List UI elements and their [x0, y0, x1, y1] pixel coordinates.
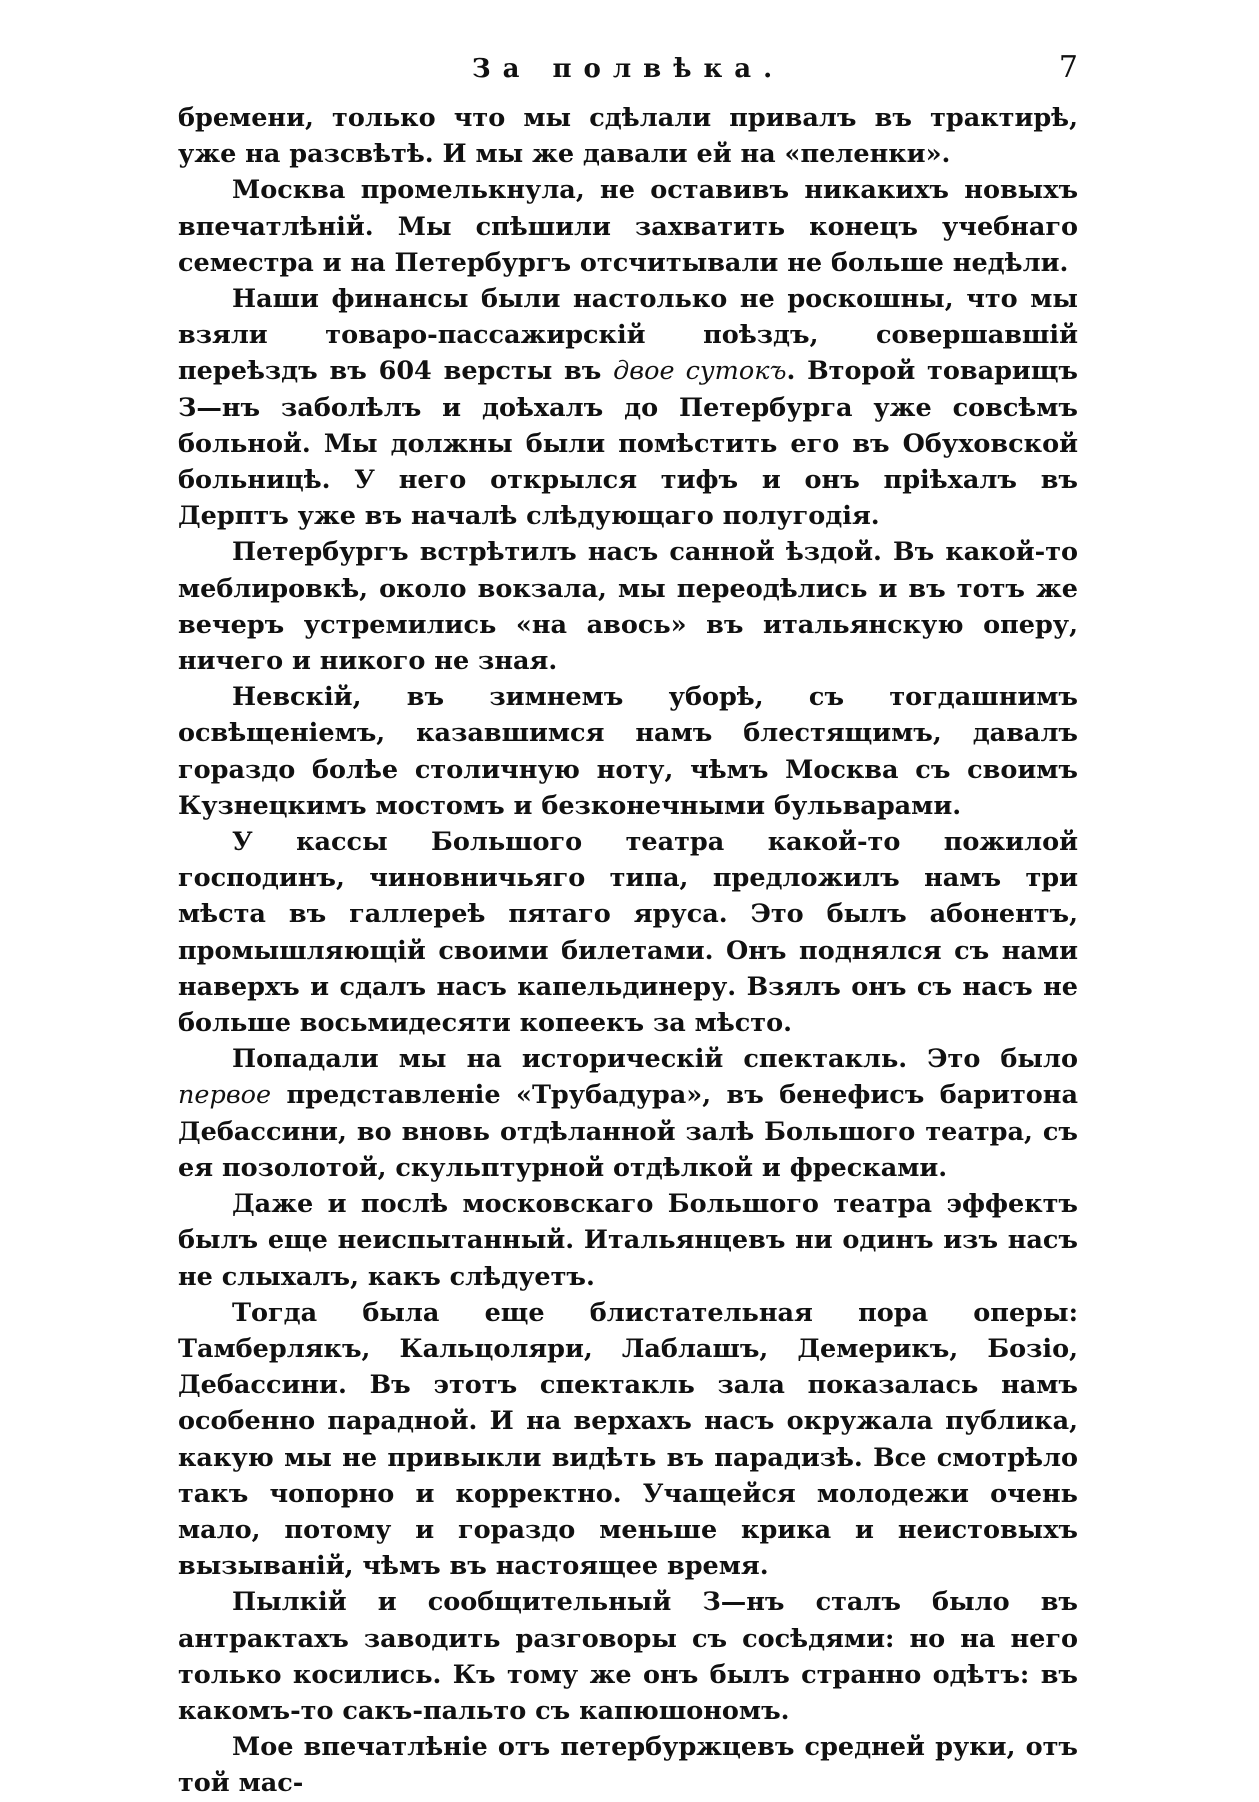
paragraph-7-text-before: Попадали мы на историческій спектакль. Это было: [232, 1044, 1078, 1075]
paragraph-7-text-after: представленіе «Трубадура», въ бенефисъ баритона Дебассини, во вновь отдѣланной залѣ Большого театра, съ ея позолотой, скульптурной отдѣлкой и фресками.: [178, 1080, 1078, 1183]
paragraph-3: [178, 281, 1078, 534]
paragraph-10: Пылкій и сообщительный З—нъ сталъ было въ антрактахъ заводить разговоры съ сосѣдями: но на него только косились. Къ тому же онъ былъ странно одѣтъ: въ какомъ-то сакъ-пальто съ капюшономъ.: [178, 1587, 1078, 1726]
paragraph-1: бремени, только что мы сдѣлали привалъ въ трактирѣ, уже на разсвѣтѣ. И мы же давали ей на «пеленки».: [178, 103, 1078, 170]
paragraph-2: Москва промелькнула, не оставивъ никакихъ новыхъ впечатлѣній. Мы спѣшили захватить конецъ учебнаго семестра и на Петербургъ отсчитывали не больше недѣли.: [178, 175, 1078, 278]
italic-word-pervoe: первое: [178, 1080, 272, 1111]
book-page: [178, 46, 1078, 1802]
paragraph-6: У кассы Большого театра какой-то пожилой господинъ, чиновничьяго типа, предложилъ намъ три мѣста въ галлереѣ пятаго яруса. Это былъ абонентъ, промышляющій своими билетами. Онъ поднялся съ нами наверхъ и сдалъ насъ капельдинеру. Взялъ онъ съ насъ не больше восьмидесяти копеекъ за мѣсто.: [178, 827, 1078, 1039]
paragraph-8: Даже и послѣ московскаго Большого театра эффектъ былъ еще неиспытанный. Итальянцевъ ни одинъ изъ насъ не слыхалъ, какъ слѣдуетъ.: [178, 1189, 1078, 1292]
running-title: За полвѣка.: [471, 54, 785, 84]
body-text: [178, 100, 1078, 1802]
paragraph-5: Невскій, въ зимнемъ уборѣ, съ тогдашнимъ освѣщеніемъ, казавшимся намъ блестящимъ, давалъ гораздо болѣе столичную ноту, чѣмъ Москва съ своимъ Кузнецкимъ мостомъ и безконечными бульварами.: [178, 682, 1078, 821]
paragraph-11: Мое впечатлѣніе отъ петербуржцевъ средней руки, отъ той мас-: [178, 1732, 1078, 1799]
paragraph-7: [178, 1041, 1078, 1186]
paragraph-4: Петербургъ встрѣтилъ насъ санной ѣздой. Въ какой-то меблировкѣ, около вокзала, мы переодѣлись и въ тотъ же вечеръ устремились «на авось» въ итальянскую оперу, ничего и никого не зная.: [178, 537, 1078, 677]
page-number: 7: [1058, 50, 1078, 85]
italic-phrase-dvoe-sutok: двое сутокъ: [613, 356, 787, 387]
running-head: [178, 46, 1078, 100]
paragraph-9: Тогда была еще блистательная пора оперы: Тамберлякъ, Кальцоляри, Лаблашъ, Демерикъ, Бозіо, Дебассини. Въ этотъ спектакль зала показалась намъ особенно парадной. И на верхахъ насъ окружала публика, какую мы не привыкли видѣть въ парадизѣ. Все смотрѣло такъ чопорно и корректно. Учащейся молодежи очень мало, потому и гораздо меньше крика и неистовыхъ вызываній, чѣмъ въ настоящее время.: [178, 1297, 1078, 1582]
paragraph-3-text-after: . Второй товарищъ З—нъ заболѣлъ и доѣхалъ до Петербурга уже совсѣмъ больной. Мы должны были помѣстить его въ Обуховской больницѣ. У него открылся тифъ и онъ пріѣхалъ въ Дерптъ уже въ началѣ слѣдующаго полугодія.: [178, 356, 1078, 532]
paragraph-3-text-before: Наши финансы были настолько не роскошны, что мы взяли товаро-пассажирскій поѣздъ, совершавшій переѣздъ въ 604 версты въ: [178, 284, 1078, 387]
